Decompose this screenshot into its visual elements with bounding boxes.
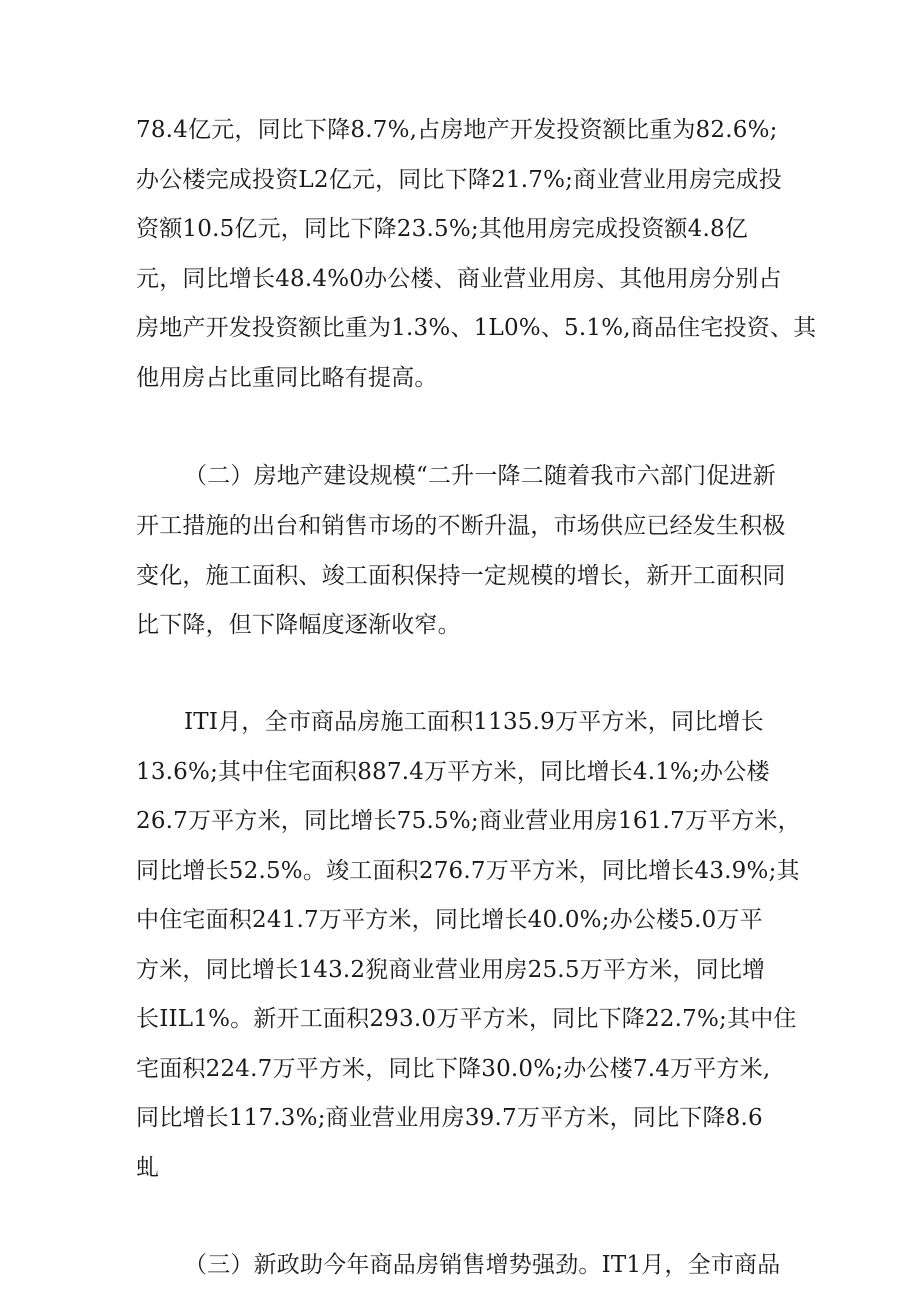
text-line: （二）房地产建设规模“二升一降二随着我市六部门促进新	[184, 463, 776, 489]
text-line: 长IIL1%。新开工面积293.0万平方米，同比下降22.7%;其中住	[136, 1006, 797, 1032]
text-line: 宅面积224.7万平方米，同比下降30.0%;办公楼7.4万平方米,	[136, 1056, 771, 1082]
text-line: 变化，施工面积、竣工面积保持一定规模的增长，新开工面积同	[136, 563, 786, 589]
text-line: 方米，同比增长143.2猊商业营业用房25.5万平方米，同比增	[136, 957, 766, 983]
text-line: 13.6%;其中住宅面积887.4万平方米，同比增长4.1%;办公楼	[136, 759, 770, 785]
text-line: （三）新政助今年商品房销售增势强劲。IT1月，全市商品	[184, 1252, 781, 1278]
text-line: 办公楼完成投资L2亿元，同比下降21.7%;商业营业用房完成投	[136, 167, 782, 193]
text-line: 同比增长52.5%。竣工面积276.7万平方米，同比增长43.9%;其	[136, 858, 800, 884]
text-line: 比下降，但下降幅度逐渐收窄。	[136, 612, 461, 638]
text-line: 开工措施的出台和销售市场的不断升温，市场供应已经发生积极	[136, 513, 786, 539]
text-line: 房地产开发投资额比重为1.3%、1L0%、5.1%,商品住宅投资、其	[136, 315, 817, 341]
text-line: 78.4亿元，同比下降8.7%,占房地产开发投资额比重为82.6%;	[136, 117, 778, 143]
text-line: 他用房占比重同比略有提高。	[136, 365, 438, 391]
text-line: 资额10.5亿元，同比下降23.5%;其他用房完成投资额4.8亿	[136, 216, 749, 242]
text-line: 虬	[136, 1155, 160, 1181]
text-line: 26.7万平方米，同比增长75.5%;商业营业用房161.7万平方米，	[136, 808, 801, 834]
text-line: 中住宅面积241.7万平方米，同比增长40.0%;办公楼5.0万平	[136, 907, 763, 933]
text-line: 元，同比增长48.4%0办公楼、商业营业用房、其他用房分别占	[136, 266, 782, 292]
text-line: ITI月，全市商品房施工面积1135.9万平方米，同比增长	[184, 709, 764, 735]
text-line: 同比增长117.3%;商业营业用房39.7万平方米，同比下降8.6	[136, 1105, 763, 1131]
